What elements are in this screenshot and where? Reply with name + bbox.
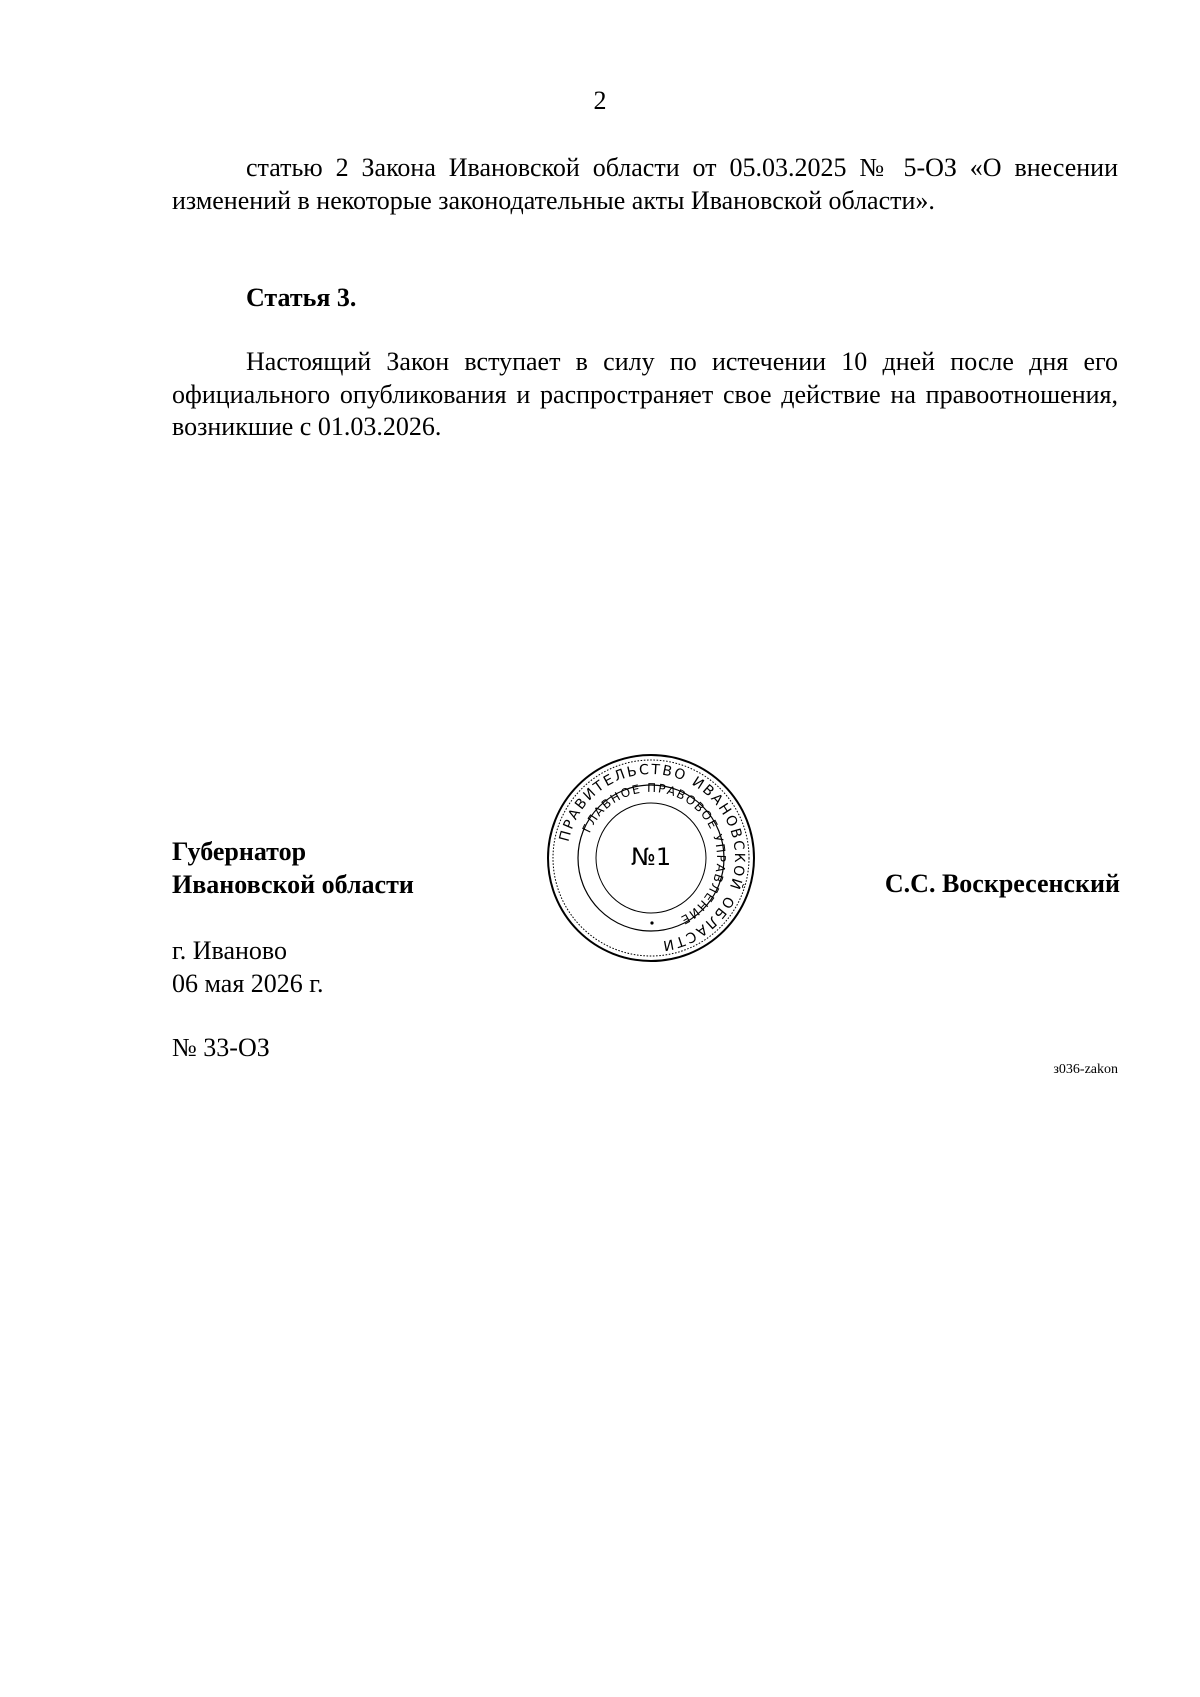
page-number: 2: [593, 86, 607, 115]
seal-outer-text: ПРАВИТЕЛЬСТВО ИВАНОВСКОЙ ОБЛАСТИ: [556, 761, 748, 954]
signer-name: С.С. Воскресенский: [884, 869, 1120, 898]
article-heading: Статья 3.: [246, 283, 357, 312]
signer-title-line1: Губернатор: [172, 837, 307, 866]
article-text: Настоящий Закон вступает в силу по истечении 10 дней после дня его официального опубликования и распространяет свое действие на правоотношения, возникшие с 01.03.2026.: [172, 347, 1118, 441]
place-and-date: [172, 935, 324, 1000]
signer-title-line2: Ивановской области: [172, 869, 414, 899]
seal-center-text: №1: [630, 843, 672, 871]
file-code: з036-zakon: [1053, 1062, 1118, 1077]
city: г. Иваново: [172, 936, 287, 965]
law-number: № 33-ОЗ: [172, 1033, 270, 1062]
official-seal: [546, 753, 756, 963]
seal-center-dot: [650, 921, 653, 924]
seal-inner-text: ГЛАВНОЕ ПРАВОВОЕ УПРАВЛЕНИЕ: [579, 780, 729, 928]
signer-title: [172, 836, 414, 901]
intro-paragraph: статью 2 Закона Ивановской области от 05.03.2025 № 5-ОЗ «О внесении изменений в некоторые законодательные акты Ивановской области».: [172, 153, 1118, 215]
signing-date: 06 мая 2026 г.: [172, 968, 324, 998]
